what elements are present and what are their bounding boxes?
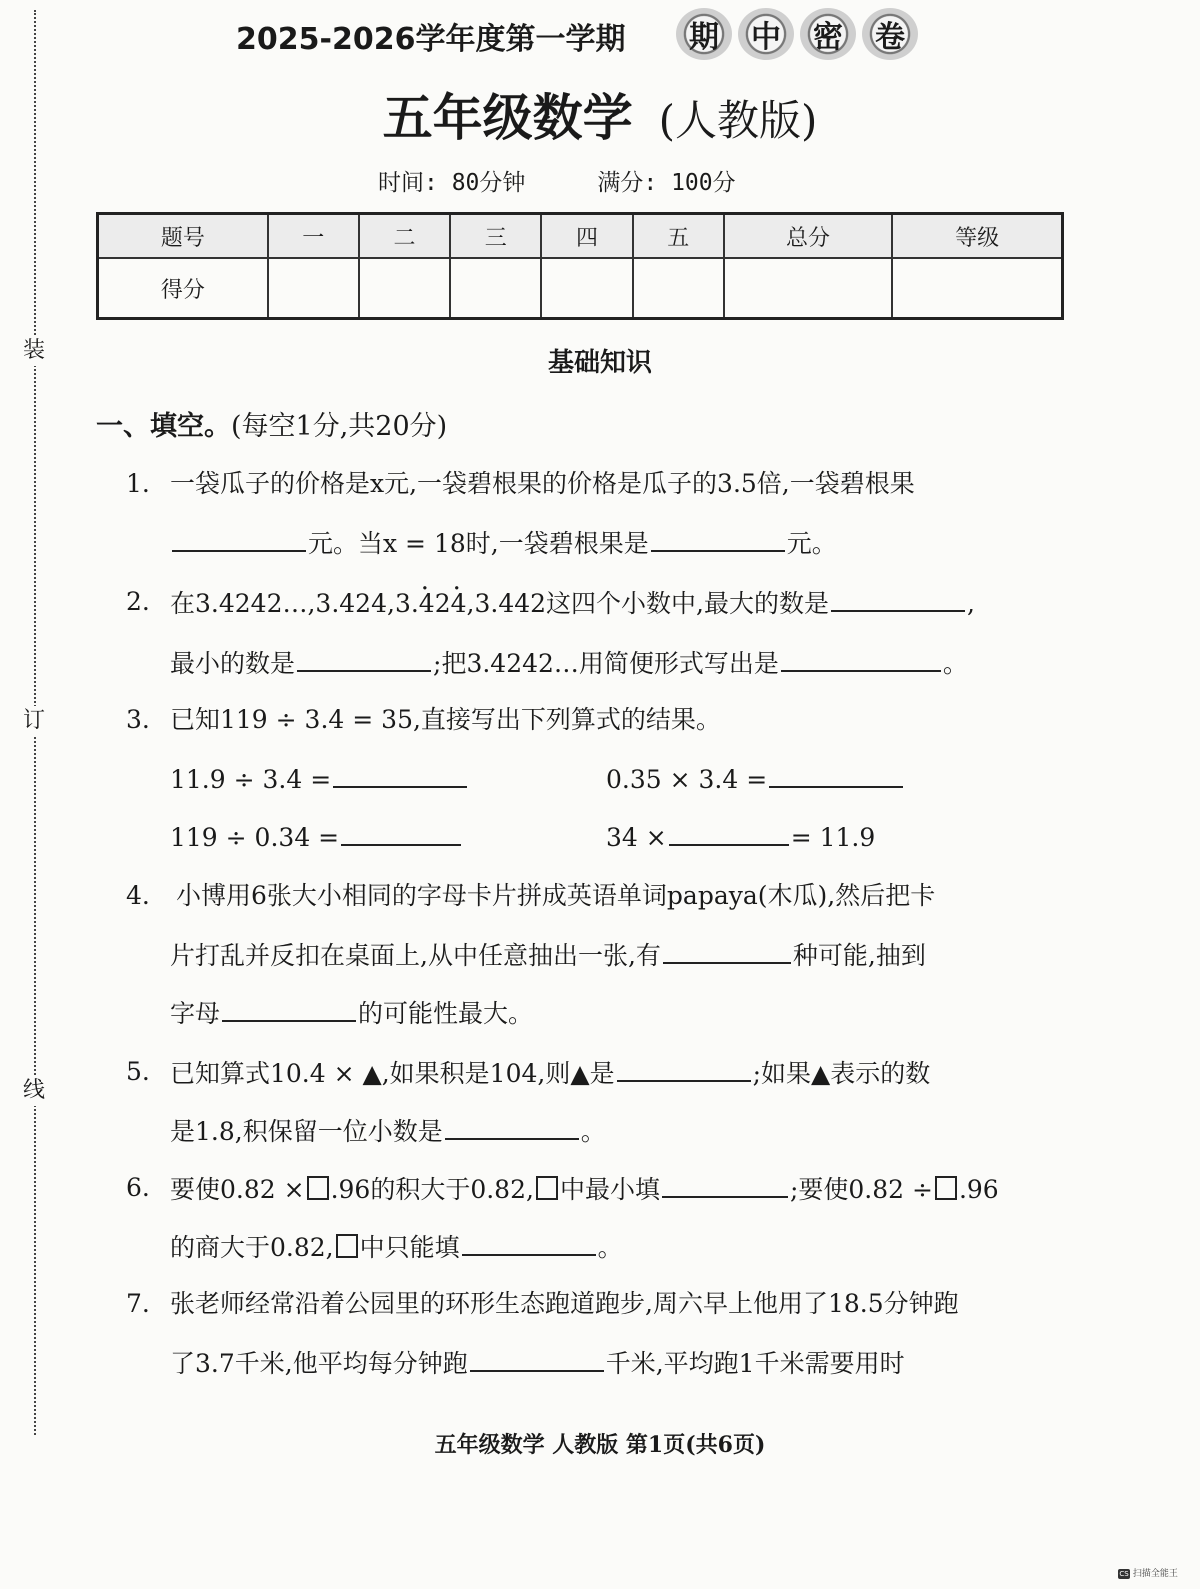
box-placeholder — [935, 1176, 957, 1200]
q4-text: 种可能,抽到 — [792, 941, 926, 970]
score-table-header-cell: 等级 — [892, 214, 1062, 259]
exam-header — [0, 6, 1200, 66]
scanner-logo-icon: CS — [1119, 1569, 1129, 1578]
score-table-header-cell: 四 — [541, 214, 632, 259]
q4-text: 片打乱并反扣在桌面上,从中任意抽出一张,有 — [170, 941, 661, 970]
scanner-watermark — [1118, 1566, 1178, 1579]
score-table-score-row — [98, 258, 1063, 319]
score-cell[interactable] — [892, 258, 1062, 319]
answer-blank[interactable] — [333, 760, 467, 788]
q4-line1: 小博用6张大小相同的字母卡片拼成英语单词papaya(木瓜),然后把卡 — [176, 881, 936, 910]
score-table-header-cell: 五 — [633, 214, 724, 259]
score-table-header-cell: 题号 — [98, 214, 268, 259]
score-cell[interactable] — [268, 258, 359, 319]
answer-blank[interactable] — [172, 524, 306, 552]
q6-text: .96的积大于0.82, — [330, 1175, 534, 1204]
q6-text: ;要使0.82 ÷ — [789, 1175, 933, 1204]
q6-text: 中只能填 — [359, 1233, 460, 1262]
question-number: 2. — [126, 587, 150, 616]
q4-text: 的可能性最大。 — [358, 999, 534, 1028]
answer-blank[interactable] — [341, 818, 461, 846]
question-number: 3. — [126, 705, 150, 734]
answer-blank[interactable] — [662, 1170, 788, 1198]
q3-expression: 119 ÷ 0.34 = — [170, 823, 340, 852]
q4-text: 字母 — [170, 999, 221, 1028]
question-number: 7. — [126, 1289, 150, 1318]
answer-blank[interactable] — [769, 760, 903, 788]
answer-blank[interactable] — [781, 644, 941, 672]
page-title — [0, 78, 1200, 150]
part1-title-note: (每空1分,共20分) — [231, 411, 448, 442]
answer-blank[interactable] — [651, 524, 785, 552]
question-number: 5. — [126, 1057, 150, 1086]
q7-text: 千米,平均跑1千米需要用时 — [605, 1349, 905, 1378]
q7-line1: 张老师经常沿着公园里的环形生态跑道跑步,周六早上他用了18.5分钟跑 — [170, 1289, 959, 1318]
q6-line2 — [170, 1228, 623, 1266]
q6-text: 。 — [597, 1233, 623, 1262]
recurring-digit: · 4 — [419, 589, 435, 618]
q5-text: 。 — [580, 1117, 606, 1146]
answer-blank[interactable] — [663, 936, 791, 964]
q4-line3 — [170, 994, 533, 1032]
part1-title — [96, 404, 447, 443]
q2-text: ,3.442这四个小数中,最大的数是 — [466, 589, 829, 618]
answer-blank[interactable] — [297, 644, 431, 672]
q5-line1 — [170, 1054, 930, 1092]
scanner-name: 扫描全能王 — [1132, 1569, 1178, 1579]
stamp-char: 密 — [800, 8, 856, 60]
q6-line1 — [170, 1170, 999, 1208]
stamp-char: 中 — [738, 8, 794, 60]
recurring-digit: · 4 — [451, 589, 467, 618]
stamp-char: 卷 — [862, 8, 918, 60]
score-table-header-cell: 一 — [268, 214, 359, 259]
q2-text: 在3.4242…,3.424,3. — [170, 589, 419, 618]
q5-text: 已知算式10.4 × ▲,如果积是104,则▲是 — [170, 1059, 615, 1088]
q7-line2 — [170, 1344, 905, 1382]
question-number: 1. — [126, 469, 150, 498]
score-table-header-cell: 总分 — [724, 214, 892, 259]
q3-expr2 — [606, 760, 905, 798]
answer-blank[interactable] — [222, 994, 356, 1022]
part1-title-main: 一、填空。 — [96, 411, 231, 442]
q2-line1 — [170, 584, 975, 622]
score-table-header-row — [98, 214, 1063, 259]
stamp-char: 期 — [676, 8, 732, 60]
q2-text: 2 — [434, 589, 451, 618]
q5-text: ;如果▲表示的数 — [752, 1059, 931, 1088]
q2-text: ;把3.4242…用简便形式写出是 — [433, 649, 779, 678]
q5-line2 — [170, 1112, 606, 1150]
box-placeholder — [307, 1176, 329, 1200]
score-table-header-cell: 二 — [359, 214, 450, 259]
q2-text: , — [966, 589, 975, 618]
q1-line2 — [170, 524, 837, 562]
subject-title: 五年级数学 — [382, 89, 633, 147]
score-cell[interactable] — [359, 258, 450, 319]
q7-text: 了3.7千米,他平均每分钟跑 — [170, 1349, 468, 1378]
binding-char-xian: 线 — [20, 1076, 48, 1106]
answer-blank[interactable] — [445, 1112, 579, 1140]
q3-expr4 — [606, 818, 875, 856]
q3-expression: = 11.9 — [790, 823, 876, 852]
term-title: 2025-2026学年度第一学期 — [236, 22, 626, 57]
q6-text: 中最小填 — [559, 1175, 660, 1204]
answer-blank[interactable] — [617, 1054, 751, 1082]
q3-line1: 已知119 ÷ 3.4 = 35,直接写出下列算式的结果。 — [170, 705, 721, 734]
q4-line2 — [170, 936, 926, 974]
binding-char-ding: 订 — [20, 706, 48, 736]
q1-text: 元。 — [786, 529, 837, 558]
full-score-label: 满分: 100分 — [597, 170, 736, 196]
q3-expr3 — [170, 818, 463, 856]
exam-info — [378, 164, 736, 197]
q1-text: 元。当x = 18时,一袋碧根果是 — [308, 529, 649, 558]
score-cell[interactable] — [450, 258, 541, 319]
q3-expression: 34 × — [606, 823, 667, 852]
section-heading: 基础知识 — [547, 348, 652, 378]
score-cell[interactable] — [724, 258, 892, 319]
question-number: 4. — [126, 881, 150, 910]
q6-text: 要使0.82 × — [170, 1175, 305, 1204]
box-placeholder — [336, 1234, 358, 1258]
q3-expression: 0.35 × 3.4 = — [606, 765, 768, 794]
score-cell[interactable] — [633, 258, 724, 319]
q6-text: 的商大于0.82, — [170, 1233, 334, 1262]
q1-line1: 一袋瓜子的价格是x元,一袋碧根果的价格是瓜子的3.5倍,一袋碧根果 — [170, 469, 915, 498]
answer-blank[interactable] — [831, 584, 965, 612]
exam-type-stamp — [672, 6, 922, 64]
score-table-header-cell: 三 — [450, 214, 541, 259]
answer-blank[interactable] — [470, 1344, 604, 1372]
score-row-label: 得分 — [98, 258, 268, 319]
q3-expression: 11.9 ÷ 3.4 = — [170, 765, 332, 794]
box-placeholder — [536, 1176, 558, 1200]
q2-line2 — [170, 644, 968, 682]
time-label: 时间: 80分钟 — [378, 170, 526, 196]
binding-char-zhuang: 装 — [20, 336, 48, 366]
q2-text: 最小的数是 — [170, 649, 296, 678]
q3-expr1 — [170, 760, 469, 798]
answer-blank[interactable] — [462, 1228, 596, 1256]
answer-blank[interactable] — [669, 818, 789, 846]
q2-text: 。 — [942, 649, 968, 678]
q6-text: .96 — [958, 1175, 999, 1204]
edition-label: (人教版) — [658, 96, 818, 145]
q5-text: 是1.8,积保留一位小数是 — [170, 1117, 443, 1146]
page-footer: 五年级数学 人教版 第1页(共6页) — [434, 1432, 766, 1458]
question-number: 6. — [126, 1173, 150, 1202]
score-table — [96, 212, 1064, 320]
score-cell[interactable] — [541, 258, 632, 319]
